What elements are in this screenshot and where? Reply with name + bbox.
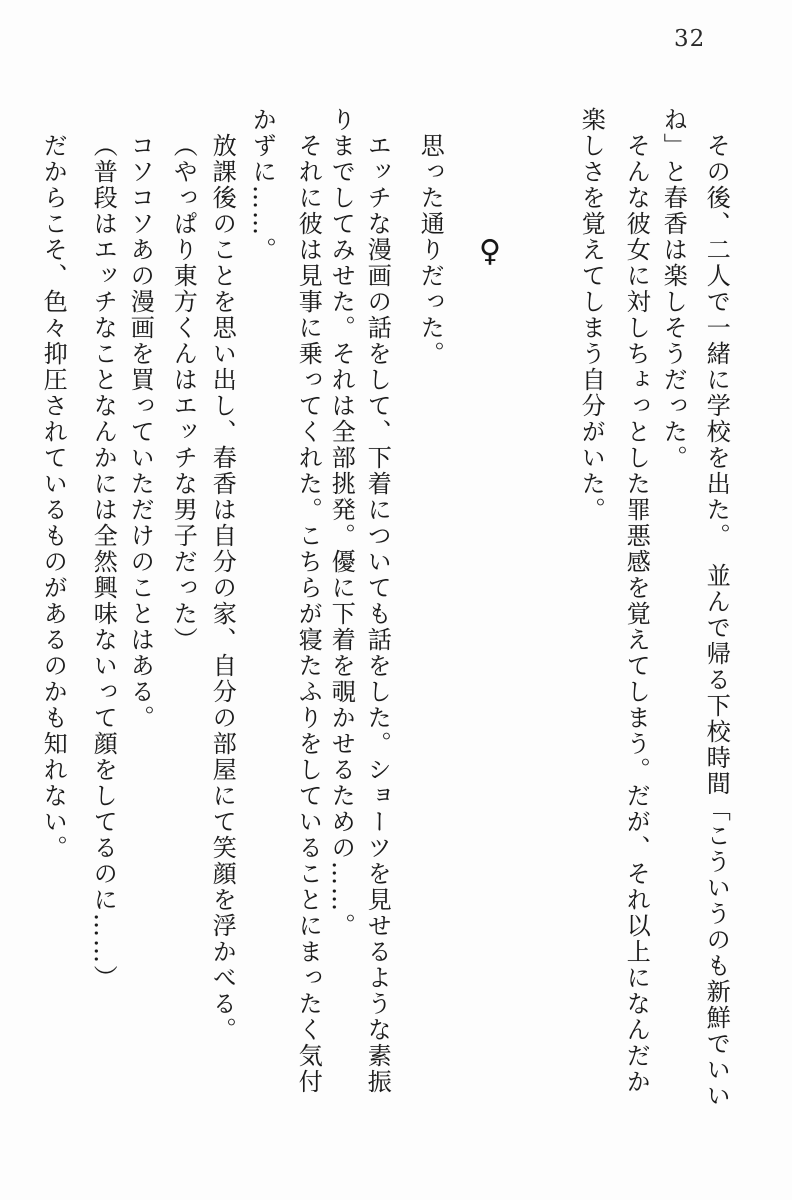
text-column: コソコソあの漫画を買っていただけのことはある。 [126,133,155,731]
text-column: かずに……。 [248,107,277,263]
section-divider-female-icon: ♀ [479,234,501,269]
text-column: そんな彼女に対しちょっとした罪悪感を覚えてしまう。だが、それ以上になんだか [622,133,651,1095]
text-column: ね」と春香は楽しそうだった。 [659,107,688,471]
text-column: （やっぱり東方くんはエッチな男子だった） [169,133,198,653]
text-column: エッチな漫画の話をして、下着についても話をした。ショーツを見せるような素振 [363,133,392,1095]
text-column: りまでしてみせた。それは全部挑発。優に下着を覗かせるための……。 [327,107,356,939]
text-column: （普段はエッチなことなんかには全然興味ないって顔をしてるのに……） [89,133,118,991]
text-column: それに彼は見事に乗ってくれた。こちらが寝たふりをしていることにまったく気付 [294,133,323,1095]
text-column: だからこそ、色々抑圧されているものがあるのかも知れない。 [39,133,68,861]
page-number: 32 [674,26,706,52]
text-column: 放課後のことを思い出し、春香は自分の家、自分の部屋にて笑顔を浮かべる。 [208,133,237,1043]
text-column: その後、二人で一緒に学校を出た。 並んで帰る下校時間「こういうのも新鮮でいい [702,133,731,1109]
text-column: 楽しさを覚えてしまう自分がいた。 [577,107,606,523]
text-column: 思った通りだった。 [416,133,445,367]
